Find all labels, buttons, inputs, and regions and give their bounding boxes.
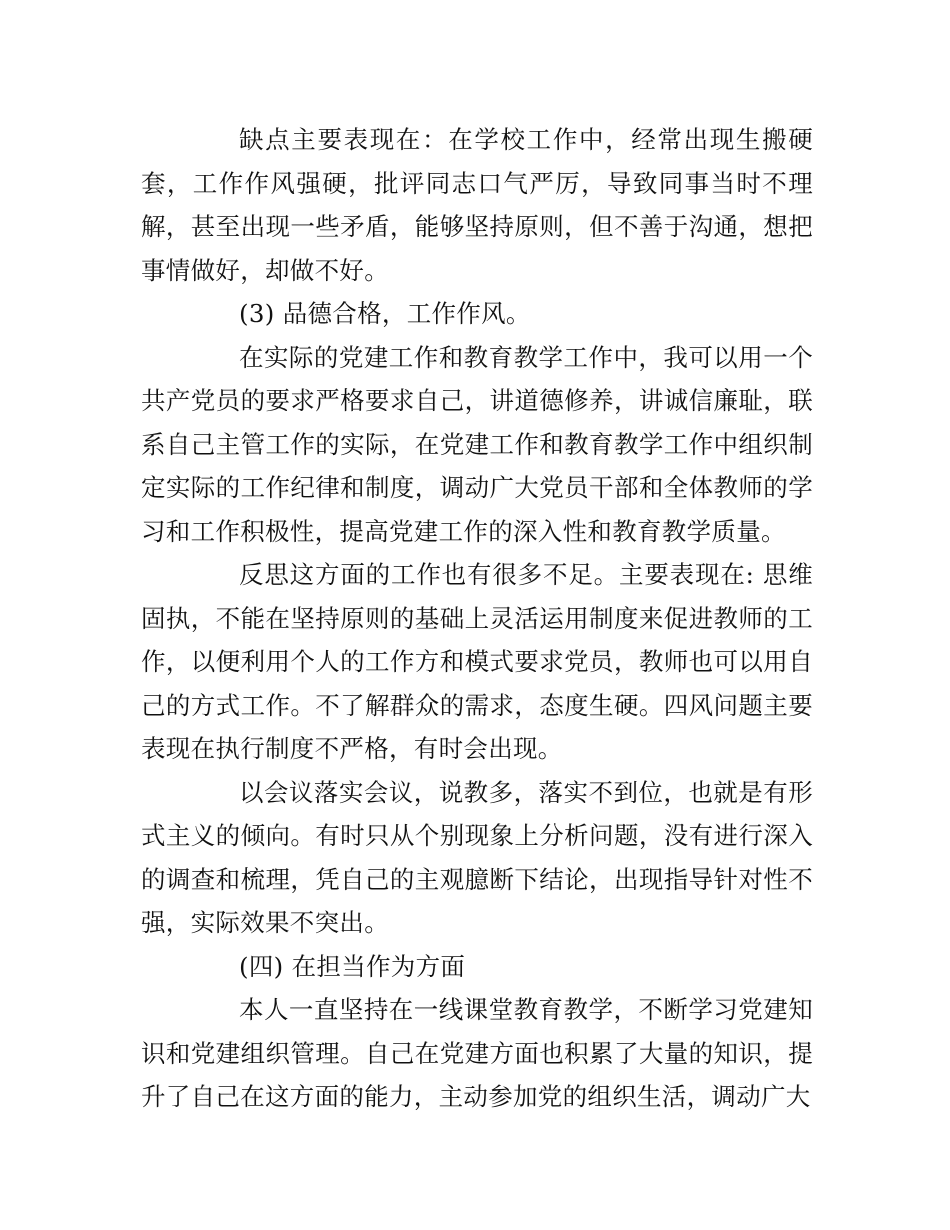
- document-body: [141, 118, 813, 1119]
- heading-responsibility: (四) 在担当作为方面: [239, 951, 466, 981]
- heading-moral-qualification: (3) 品德合格，工作作风。: [239, 299, 531, 328]
- paragraph-party-work: 在实际的党建工作和教育教学工作中，我可以用一个共产党员的要求严格要求自己，讲道德修养，讲诚信廉耻，联系自己主管工作的实际，在党建工作和教育教学工作中组织制定实际的工作纪律和制度，调动广大党员干部和全体教师的学习和工作积极性，提高党建工作的深入性和教育教学质量。: [141, 342, 813, 546]
- paragraph-shortcomings: 缺点主要表现在：在学校工作中，经常出现生搬硬套，工作作风强硬，批评同志口气严厉，导致同事当时不理解，甚至出现一些矛盾，能够坚持原则，但不善于沟通，想把事情做好，却做不好。: [141, 125, 813, 285]
- paragraph-frontline-teaching: 本人一直坚持在一线课堂教育教学，不断学习党建知识和党建组织管理。自己在党建方面也积累了大量的知识，提升了自己在这方面的能力，主动参加党的组织生活，调动广大: [141, 995, 813, 1111]
- paragraph-reflection: 反思这方面的工作也有很多不足。主要表现在: 思维固执，不能在坚持原则的基础上灵活运用制度来促进教师的工作，以便利用个人的工作方和模式要求党员，教师也可以用自己的方式工作。不了解群众的需求，态度生硬。四风问题主要表现在执行制度不严格，有时会出现。: [141, 560, 813, 763]
- paragraph-formalism: 以会议落实会议，说教多，落实不到位，也就是有形式主义的倾向。有时只从个别现象上分析问题，没有进行深入的调查和梳理，凭自己的主观臆断下结论，出现指导针对性不强，实际效果不突出。: [141, 777, 813, 937]
